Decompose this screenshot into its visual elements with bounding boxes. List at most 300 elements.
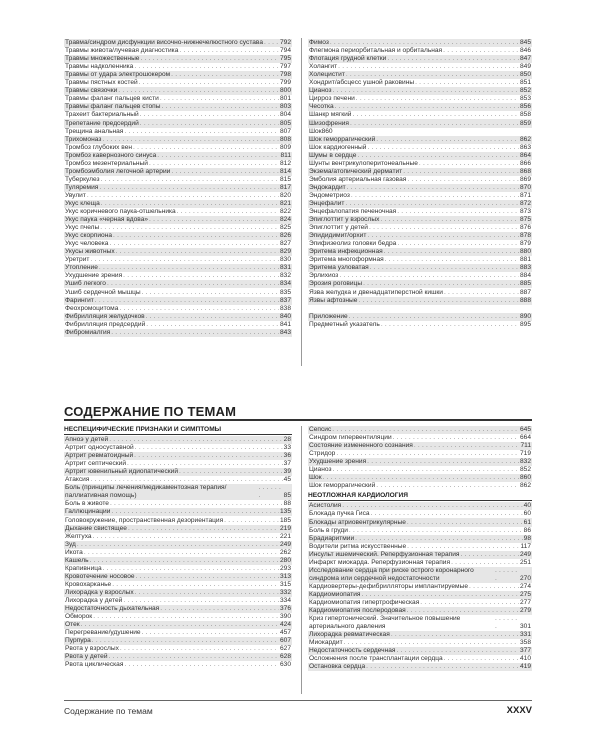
footer-rule [64, 700, 532, 701]
leader-dots [93, 613, 279, 621]
entry-title: Отек [65, 621, 80, 629]
index-entry[interactable] [64, 645, 292, 653]
entry-page: 815 [279, 175, 291, 183]
leader-dots [363, 280, 519, 288]
index-entry[interactable] [64, 136, 292, 144]
index-entry[interactable] [308, 543, 532, 551]
index-entry[interactable] [64, 637, 292, 645]
leader-dots [385, 256, 519, 264]
entry-page: 817 [279, 183, 291, 191]
topic-heading-cardiology: НЕОТЛОЖНАЯ КАРДИОЛОГИЯ [308, 491, 532, 501]
index-entry[interactable] [308, 39, 532, 47]
index-entry[interactable] [308, 647, 532, 655]
entry-page: 280 [279, 556, 291, 564]
index-entry[interactable] [64, 452, 292, 460]
index-entry[interactable] [64, 87, 292, 95]
index-entry[interactable] [308, 510, 532, 518]
index-entry[interactable] [64, 629, 292, 637]
entry-title: Инсульт ишемический. Реперфузионная терапия [309, 550, 460, 558]
index-entry[interactable] [64, 216, 292, 224]
entry-title: Инфаркт миокарда. Реперфузионная терапия [309, 558, 451, 566]
entry-title: Артрит односуставной [65, 444, 134, 452]
index-entry[interactable] [64, 581, 292, 589]
index-entry[interactable] [64, 160, 292, 168]
entry-page: 869 [519, 175, 531, 183]
index-entry[interactable] [64, 168, 292, 176]
topics-left-column [64, 425, 292, 669]
index-entry[interactable] [64, 248, 292, 256]
entry-page: 800 [279, 87, 291, 95]
index-entry[interactable] [308, 176, 532, 184]
entry-title: Фибромиалгия [65, 328, 111, 336]
index-entry[interactable] [308, 567, 532, 583]
entry-page: 879 [519, 240, 531, 248]
index-entry[interactable] [64, 176, 292, 184]
index-entry[interactable] [308, 224, 532, 232]
leader-dots [336, 450, 519, 458]
entry-page: 834 [279, 280, 291, 288]
leader-dots [139, 79, 279, 87]
entry-page: 830 [279, 256, 291, 264]
entry-title: Тромбоз мезентериальный [65, 159, 148, 167]
index-entry[interactable] [64, 460, 292, 468]
index-entry[interactable] [64, 192, 292, 200]
entry-page: 832 [279, 272, 291, 280]
entry-title: Кровотечение носовое [65, 572, 135, 580]
entry-title: Остановка сердца [309, 663, 366, 671]
index-entry[interactable] [308, 313, 532, 321]
entry-title: Апноэ у детей [65, 436, 109, 444]
index-entry[interactable] [308, 136, 532, 144]
leader-dots [333, 87, 519, 95]
index-entry[interactable] [308, 264, 532, 272]
index-entry[interactable] [308, 527, 532, 535]
entry-page: 829 [279, 248, 291, 256]
index-entry[interactable] [64, 533, 292, 541]
entry-title: Ушиб легкого [65, 280, 106, 288]
index-entry[interactable] [308, 168, 532, 176]
entry-page: 841 [279, 320, 291, 328]
index-entry[interactable] [308, 160, 532, 168]
leader-dots [135, 444, 283, 452]
index-entry[interactable] [64, 313, 292, 321]
index-entry[interactable] [64, 144, 292, 152]
entry-title: Эмболия артериальная газовая [309, 175, 407, 183]
entry-title: Туляремия [65, 183, 99, 191]
index-entry[interactable] [64, 597, 292, 605]
index-entry[interactable] [64, 541, 292, 549]
index-entry[interactable] [64, 232, 292, 240]
entry-title: Водители ритма искусственные [309, 542, 407, 550]
entry-title: Трепетание предсердий [65, 119, 139, 127]
index-entry[interactable] [308, 559, 532, 567]
index-entry[interactable] [308, 87, 532, 95]
entry-page: 845 [519, 39, 531, 47]
entry-title: Травмы множественные [65, 55, 140, 63]
index-entry[interactable] [308, 240, 532, 248]
entry-title: Фимоз [309, 39, 329, 47]
index-entry[interactable] [308, 458, 532, 466]
entry-page: 843 [279, 328, 291, 336]
entry-title: Флотация грудной клетки [309, 55, 387, 63]
index-entry[interactable] [308, 615, 532, 631]
index-entry[interactable] [308, 79, 532, 87]
index-entry[interactable] [64, 557, 292, 565]
entry-page: 410 [519, 655, 531, 663]
index-entry[interactable] [64, 621, 292, 629]
entry-page: 804 [279, 111, 291, 119]
leader-dots [119, 305, 279, 313]
index-entry[interactable] [308, 639, 532, 647]
entry-page: 457 [279, 629, 291, 637]
entry-page: 832 [519, 458, 531, 466]
index-entry[interactable] [64, 516, 292, 524]
entry-page: 878 [519, 232, 531, 240]
leader-dots [376, 136, 519, 144]
leader-dots [146, 313, 279, 321]
index-entry[interactable] [308, 95, 532, 103]
index-entry[interactable] [308, 655, 532, 663]
index-entry[interactable] [308, 502, 532, 510]
index-entry[interactable] [308, 103, 532, 111]
entry-page: 274 [519, 582, 531, 590]
index-entry[interactable] [308, 535, 532, 543]
leader-dots [339, 272, 519, 280]
index-entry[interactable] [308, 256, 532, 264]
index-entry[interactable] [308, 297, 532, 305]
index-entry[interactable] [64, 47, 292, 55]
index-entry[interactable] [64, 653, 292, 661]
leader-dots [397, 240, 519, 248]
index-entry[interactable] [64, 484, 292, 500]
index-entry[interactable] [308, 518, 532, 526]
index-entry[interactable] [64, 240, 292, 248]
entry-page: 40 [523, 502, 531, 510]
index-entry[interactable] [64, 605, 292, 613]
leader-dots [367, 232, 519, 240]
footer-running-title: Содержание по темам [64, 706, 153, 716]
index-entry[interactable] [308, 248, 532, 256]
leader-dots [361, 591, 519, 599]
entry-title: Атаксия [65, 476, 90, 484]
index-entry[interactable] [308, 128, 532, 136]
spacer [308, 305, 532, 313]
entry-title: Асистолия [309, 502, 342, 510]
entry-title: Холецистит [309, 71, 345, 79]
entry-page: 820 [279, 191, 291, 199]
leader-dots [109, 653, 279, 661]
entry-title: Цианоз [309, 87, 332, 95]
entry-title: Рвота у взрослых [65, 645, 119, 653]
entry-page: 627 [279, 645, 291, 653]
leader-dots [92, 637, 279, 645]
entry-page: 851 [519, 79, 531, 87]
entry-page: 859 [519, 119, 531, 127]
index-entry[interactable] [308, 474, 532, 482]
leader-dots [414, 442, 520, 450]
leader-dots [107, 280, 279, 288]
index-entry[interactable] [308, 55, 532, 63]
entry-title: Травмы живота/лучевая диагностика [65, 47, 179, 55]
entry-title: Укусы животных [65, 248, 115, 256]
entry-page: 858 [519, 111, 531, 119]
leader-dots [123, 597, 279, 605]
leader-dots [90, 476, 282, 484]
index-entry[interactable] [308, 232, 532, 240]
index-entry[interactable] [64, 468, 292, 476]
leader-dots [109, 240, 279, 248]
index-entry[interactable] [308, 591, 532, 599]
index-entry[interactable] [308, 119, 532, 127]
index-entry[interactable] [308, 466, 532, 474]
index-entry[interactable] [64, 224, 292, 232]
index-entry[interactable] [64, 128, 292, 136]
index-entry[interactable] [64, 476, 292, 484]
entry-page: 28 [283, 436, 291, 444]
index-entry[interactable] [308, 434, 532, 442]
leader-dots [120, 645, 279, 653]
index-entry[interactable] [308, 200, 532, 208]
leader-dots [146, 321, 279, 329]
entry-title: Ухудшение зрения [65, 272, 123, 280]
leader-dots [495, 615, 519, 631]
index-entry[interactable] [308, 599, 532, 607]
entry-page: 219 [279, 524, 291, 532]
entry-page: 419 [519, 663, 531, 671]
index-entry[interactable] [308, 583, 532, 591]
index-right-column [308, 39, 532, 329]
entry-title: Синдром гипервентиляции [309, 434, 392, 442]
entry-page: 871 [519, 191, 531, 199]
entry-page: 249 [279, 540, 291, 548]
entry-title: Утопление [65, 264, 98, 272]
index-entry[interactable] [308, 47, 532, 55]
index-entry[interactable] [308, 663, 532, 671]
index-entry[interactable] [64, 152, 292, 160]
index-entry[interactable] [308, 111, 532, 119]
index-entry[interactable] [308, 482, 532, 490]
index-entry[interactable] [64, 500, 292, 508]
entry-page: 607 [279, 637, 291, 645]
leader-dots [171, 168, 279, 176]
index-entry[interactable] [64, 321, 292, 329]
entry-page: 827 [279, 240, 291, 248]
entry-page: 860 [519, 474, 531, 482]
entry-page: 117 [520, 542, 531, 550]
entry-page: 826 [279, 232, 291, 240]
index-entry[interactable] [308, 280, 532, 288]
leader-dots [116, 248, 279, 256]
index-entry[interactable] [308, 288, 532, 296]
leader-dots [366, 663, 519, 671]
leader-dots [376, 482, 519, 490]
index-entry[interactable] [64, 256, 292, 264]
entry-page: 888 [519, 296, 531, 304]
entry-page: 847 [519, 55, 531, 63]
index-entry[interactable] [308, 71, 532, 79]
leader-dots [357, 152, 519, 160]
entry-title: Предметный указатель [309, 320, 380, 328]
leader-dots [140, 55, 279, 63]
leader-dots [338, 63, 519, 71]
index-entry[interactable] [64, 55, 292, 63]
entry-title: Миокардит [309, 639, 343, 647]
entry-title: Укус паука «черная вдова» [65, 216, 149, 224]
entry-page: 870 [519, 183, 531, 191]
entry-title: Фарингит [65, 296, 94, 304]
index-entry[interactable] [308, 272, 532, 280]
entry-page: 37 [283, 460, 291, 468]
index-entry[interactable] [64, 111, 292, 119]
entry-page: 794 [279, 47, 291, 55]
entry-page: 98 [523, 534, 531, 542]
entry-title: Артрит септический [65, 460, 127, 468]
index-entry[interactable] [308, 192, 532, 200]
index-entry[interactable] [64, 63, 292, 71]
index-entry[interactable] [64, 264, 292, 272]
index-entry[interactable] [308, 631, 532, 639]
index-entry[interactable] [64, 71, 292, 79]
entry-title: Травмы от удара электрошокером [65, 71, 171, 79]
entry-page: 895 [519, 320, 531, 328]
entry-page: 856 [519, 103, 531, 111]
index-entry[interactable] [64, 436, 292, 444]
entry-page: 868 [519, 167, 531, 175]
leader-dots [112, 581, 279, 589]
index-entry[interactable] [308, 208, 532, 216]
index-entry[interactable] [64, 589, 292, 597]
leader-dots [358, 297, 519, 305]
entry-page: 628 [279, 653, 291, 661]
leader-dots [351, 192, 519, 200]
index-entry[interactable] [64, 329, 292, 337]
entry-page: 811 [280, 151, 291, 159]
index-entry[interactable] [64, 297, 292, 305]
leader-dots [110, 500, 283, 508]
entry-title: Язвы афтозные [309, 296, 358, 304]
index-entry[interactable] [64, 208, 292, 216]
index-entry[interactable] [64, 288, 292, 296]
index-entry[interactable] [64, 305, 292, 313]
entry-page: 60 [523, 510, 531, 518]
leader-dots [101, 176, 279, 184]
leader-dots [157, 152, 279, 160]
entry-page: 45 [283, 476, 291, 484]
entry-title: Шок кардиогенный [309, 143, 367, 151]
index-entry[interactable] [64, 613, 292, 621]
leader-dots [369, 224, 519, 232]
entry-title: Трихомоназ [65, 135, 102, 143]
index-entry[interactable] [64, 525, 292, 533]
entry-title: Стридор [309, 450, 336, 458]
index-entry[interactable] [308, 442, 532, 450]
entry-page: 313 [279, 572, 291, 580]
entry-page: 887 [519, 288, 531, 296]
leader-dots [495, 567, 519, 583]
entry-title: Зуд [65, 540, 76, 548]
index-entry[interactable] [308, 144, 532, 152]
index-entry[interactable] [64, 103, 292, 111]
index-entry[interactable] [64, 549, 292, 557]
leader-dots [95, 297, 279, 305]
index-entry[interactable] [64, 39, 292, 47]
leader-dots [407, 543, 519, 551]
entry-page: 331 [519, 631, 531, 639]
leader-dots [140, 111, 279, 119]
index-entry[interactable] [64, 95, 292, 103]
index-entry[interactable] [308, 321, 532, 329]
index-entry[interactable] [308, 63, 532, 71]
leader-dots [330, 39, 519, 47]
leader-dots [370, 264, 519, 272]
leader-dots [397, 208, 519, 216]
leader-dots [171, 71, 279, 79]
index-entry[interactable] [64, 79, 292, 87]
entry-title: Сепсис [309, 426, 332, 434]
index-entry[interactable] [308, 450, 532, 458]
entry-page: 880 [519, 248, 531, 256]
index-entry[interactable] [64, 280, 292, 288]
leader-dots [142, 629, 279, 637]
entry-title: Перегревание/удушение [65, 629, 141, 637]
index-entry[interactable] [64, 508, 292, 516]
entry-page: 39 [283, 468, 291, 476]
entry-title: Кардиовертеры-дефибрилляторы имплантируемые [309, 582, 468, 590]
index-entry[interactable] [308, 216, 532, 224]
leader-dots [356, 95, 519, 103]
index-entry[interactable] [64, 661, 292, 669]
leader-dots [99, 264, 279, 272]
entry-title: Тромбоз глубоких вен [65, 143, 133, 151]
entry-title: Рвота циклическая [65, 661, 124, 669]
entry-title: Феохромоцитома [65, 304, 119, 312]
leader-dots [111, 329, 279, 337]
leader-dots [347, 184, 519, 192]
entry-title: Травмы фаланг пальцев кисти [65, 95, 159, 103]
entry-title: Шумы в сердце [309, 151, 357, 159]
entry-page: 803 [279, 103, 291, 111]
index-entry[interactable] [64, 272, 292, 280]
entry-page: 332 [279, 588, 291, 596]
entry-page: 719 [519, 450, 531, 458]
index-entry[interactable] [64, 184, 292, 192]
entry-title: Головокружение, пространственная дезориентация [65, 516, 224, 524]
entry-page: 872 [519, 199, 531, 207]
leader-dots [124, 128, 279, 136]
index-entry[interactable] [64, 565, 292, 573]
leader-dots [333, 466, 519, 474]
index-entry[interactable] [308, 551, 532, 559]
index-entry[interactable] [64, 573, 292, 581]
entry-page: 814 [279, 167, 291, 175]
leader-dots [100, 224, 279, 232]
index-entry[interactable] [308, 607, 532, 615]
entry-title: Галлюцинации [65, 508, 111, 516]
topic-heading-symptoms: НЕСПЕЦИФИЧЕСКИЕ ПРИЗНАКИ И СИМПТОМЫ [64, 425, 292, 435]
leader-dots [135, 589, 279, 597]
index-entry[interactable] [64, 444, 292, 452]
index-entry[interactable] [64, 119, 292, 127]
index-entry[interactable] [308, 152, 532, 160]
entry-title: Энцефалопатия печеночная [309, 208, 397, 216]
entry-page: 36 [283, 452, 291, 460]
entry-title: Укус человека [65, 240, 109, 248]
entry-page: 792 [279, 39, 291, 47]
index-entry[interactable] [308, 184, 532, 192]
index-entry[interactable] [308, 426, 532, 434]
index-entry[interactable] [64, 200, 292, 208]
leader-dots [134, 63, 279, 71]
